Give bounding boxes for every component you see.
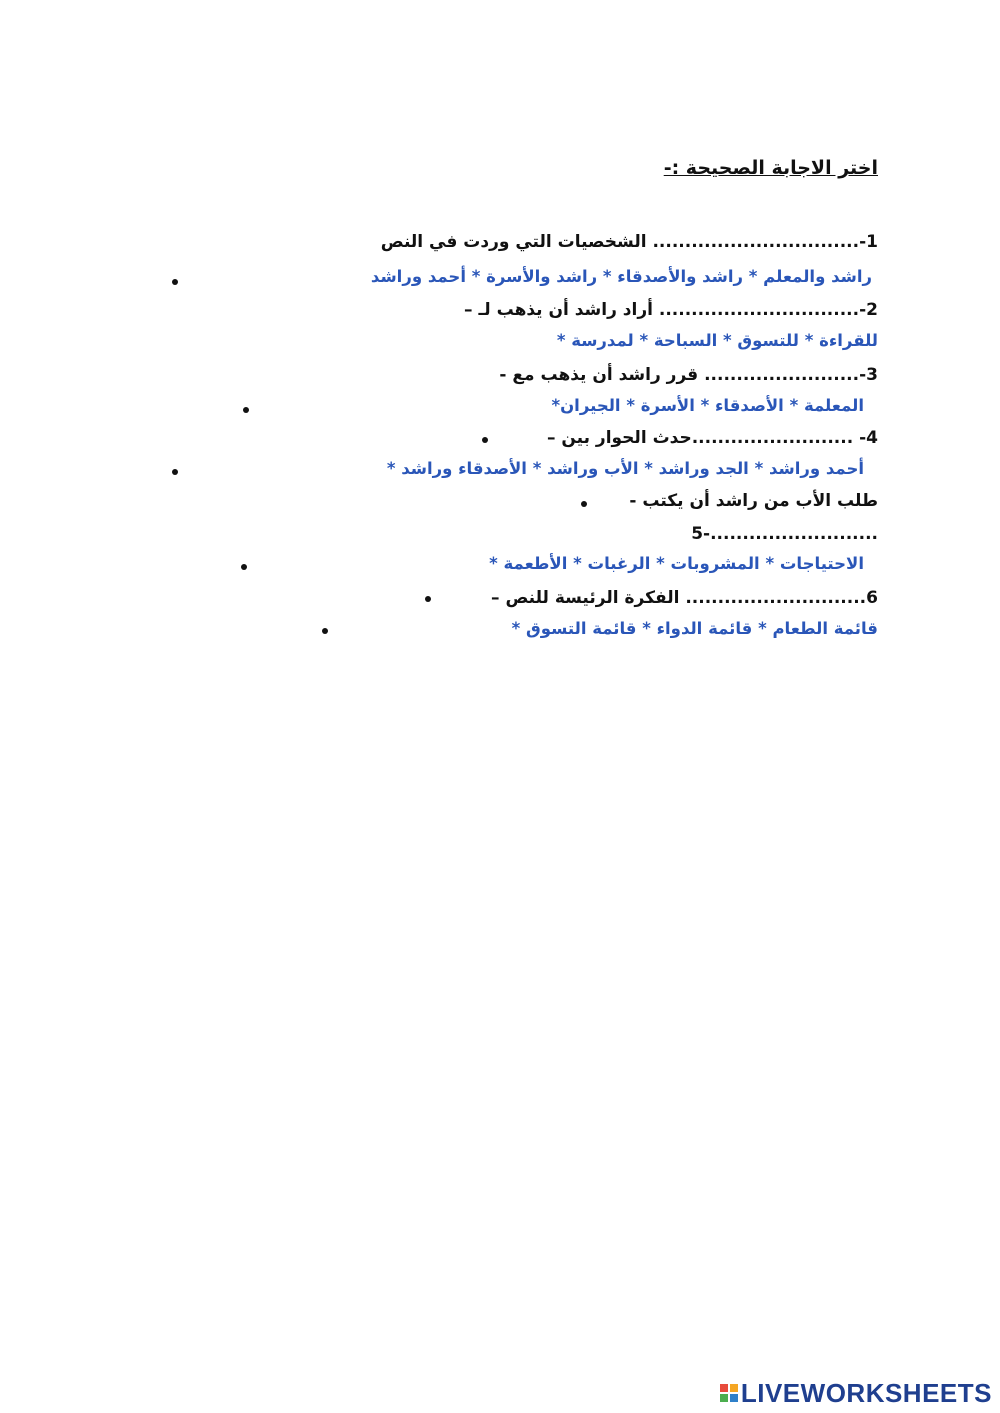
bullet-5a [581,501,587,507]
question-3-stem: 3-........................ قرر راشد أن يذهب مع - [499,365,878,385]
bullet-4a [482,437,488,443]
liveworksheets-logo[interactable] [720,1379,992,1407]
question-2-options[interactable]: للقراءة * للتسوق * السباحة * لمدرسة * [556,331,878,350]
liveworksheets-brand-text: LIVEWORKSHEETS [740,1377,992,1408]
worksheet-title: اختر الاجابة الصحيحة :- [663,157,878,179]
bullet-3 [243,407,249,413]
question-5-options[interactable]: الاحتياجات * المشروبات * الرغبات * الأطعمة * [489,554,864,573]
bullet-6a [425,596,431,602]
question-1-options[interactable]: راشد والمعلم * راشد والأصدقاء * راشد والأسرة * أحمد وراشد [370,267,872,286]
question-6-stem: 6............................ الفكرة الرئيسة للنص – [491,588,878,608]
question-2-stem: 2-............................... أراد راشد أن يذهب لـ – [464,300,878,320]
liveworksheets-logo-icon [720,1384,738,1402]
bullet-4b [172,469,178,475]
question-4-stem: 4- .........................حدث الحوار بين – [546,428,878,448]
question-1-stem: 1-................................ الشخصيات التي وردت في النص [380,232,878,252]
question-5-stem: طلب الأب من راشد أن يكتب - [629,491,878,511]
question-5-number: 5-.......................... [691,524,878,544]
bullet-1 [172,279,178,285]
question-6-options[interactable]: قائمة الطعام * قائمة الدواء * قائمة التسوق * [511,619,878,638]
bullet-5b [241,564,247,570]
question-4-options[interactable]: أحمد وراشد * الجد وراشد * الأب وراشد * الأصدقاء وراشد * [386,459,864,478]
question-3-options[interactable]: المعلمة * الأصدقاء * الأسرة * الجيران* [551,396,864,415]
bullet-6b [322,628,328,634]
